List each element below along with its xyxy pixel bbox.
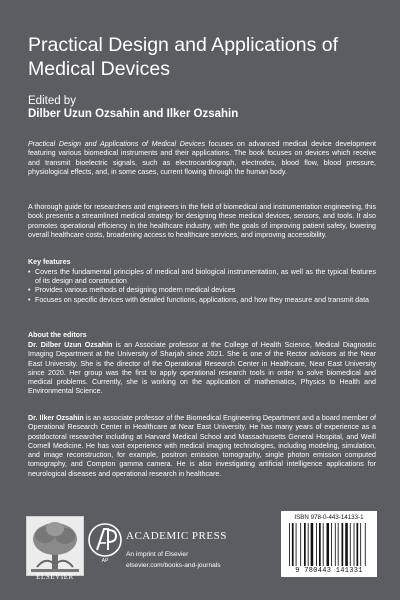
- barcode-bars: [289, 523, 369, 566]
- editor-1-name: Dr. Dilber Uzun Ozsahin: [28, 341, 113, 349]
- imprint-line: An imprint of Elsevier: [126, 551, 189, 558]
- elsevier-tree-logo: [26, 516, 84, 576]
- key-feature-item: • Covers the fundamental principles of medical and biological instrumentation, as well as the typical features of its design and construction: [28, 268, 376, 286]
- key-features-list: [28, 268, 376, 305]
- isbn-number: ISBN 978-0-443-14133-1: [294, 514, 364, 521]
- editor-bio-1: [28, 341, 376, 397]
- isbn-barcode: [281, 511, 377, 577]
- edited-by-label: Edited by: [28, 95, 76, 107]
- academic-press-logo-text: AP: [101, 558, 109, 564]
- guide-paragraph: A thorough guide for researchers and engineers in the field of biomedical and instrumentation engineering, this book presents a streamlined medical strategy for designing these medical devices, sensors, and tools. It also promotes operational efficiency in the healthcare industry, with the goals of improving patient safety, lowering overall healthcare costs, broadening access to healthcare services, and improving accessibility.: [28, 203, 376, 239]
- intro-paragraph: [28, 140, 376, 177]
- publisher-name: ACADEMIC PRESS: [126, 530, 227, 542]
- editor-2-text: is an associate professor of the Biomedical Engineering Department and a board member of Operational Research Center in Healthcare at Near East University. He has many years of experience as a postdoctoral researcher including at Harvard Medical School and Massachusetts General Hospital, and Weill Cornell Medicine. He has vast experience with medical imaging technologies, including modeling, simulation, and image reconstruction, for example, positron emission tomography, single photon emission computed tomography, and Compton gamma camera. He is also investigating artificial intelligence applications for neurological diseases and operational research in healthcare.: [28, 414, 376, 478]
- publisher-url[interactable]: elsevier.com/books-and-journals: [126, 562, 221, 569]
- academic-press-logo: [86, 520, 124, 564]
- intro-text: focuses on advanced medical device development featuring various biomedical instruments and their applications. The book focuses on devices which receive and transmit bioelectric signals, such as electrocardiograph, electrodes, blood flow, blood pressure, physiological effects, and, in some cases, current flowing through the human body.: [28, 140, 376, 176]
- elsevier-wordmark: ELSEVIER: [36, 573, 74, 581]
- editors-names: Dilber Uzun Ozsahin and Ilker Ozsahin: [28, 108, 239, 120]
- book-title: Practical Design and Applications of Medical Devices: [28, 34, 339, 80]
- intro-book-title: Practical Design and Applications of Medical Devices: [28, 140, 206, 148]
- key-features-heading: Key features: [28, 258, 71, 266]
- key-feature-item: • Focuses on specific devices with detailed functions, applications, and how they measure and transmit data: [28, 295, 369, 304]
- editor-1-text: is an Associate professor at the College of Health Science, Medical Diagnostic Imaging Department at the University of Sharjah since 2021. She is one of the Rector advisors at the Near East University. She is the director of the Operational Research Center in Healthcare, Near East University since 2020. Her group was the first to apply operational research tools in order to solve biomedical and medical problems. Currently, she is working on the application of mathematics, Physics to Health and Environmental Science.: [28, 341, 376, 396]
- key-feature-item: • Provides various methods of designing modern medical devices: [28, 286, 236, 295]
- editor-bio-2: [28, 414, 376, 479]
- barcode-digits: 9 780443 141331: [295, 567, 363, 575]
- about-editors-heading: About the editors: [28, 331, 87, 339]
- editor-2-name: Dr. Ilker Ozsahin: [28, 414, 84, 422]
